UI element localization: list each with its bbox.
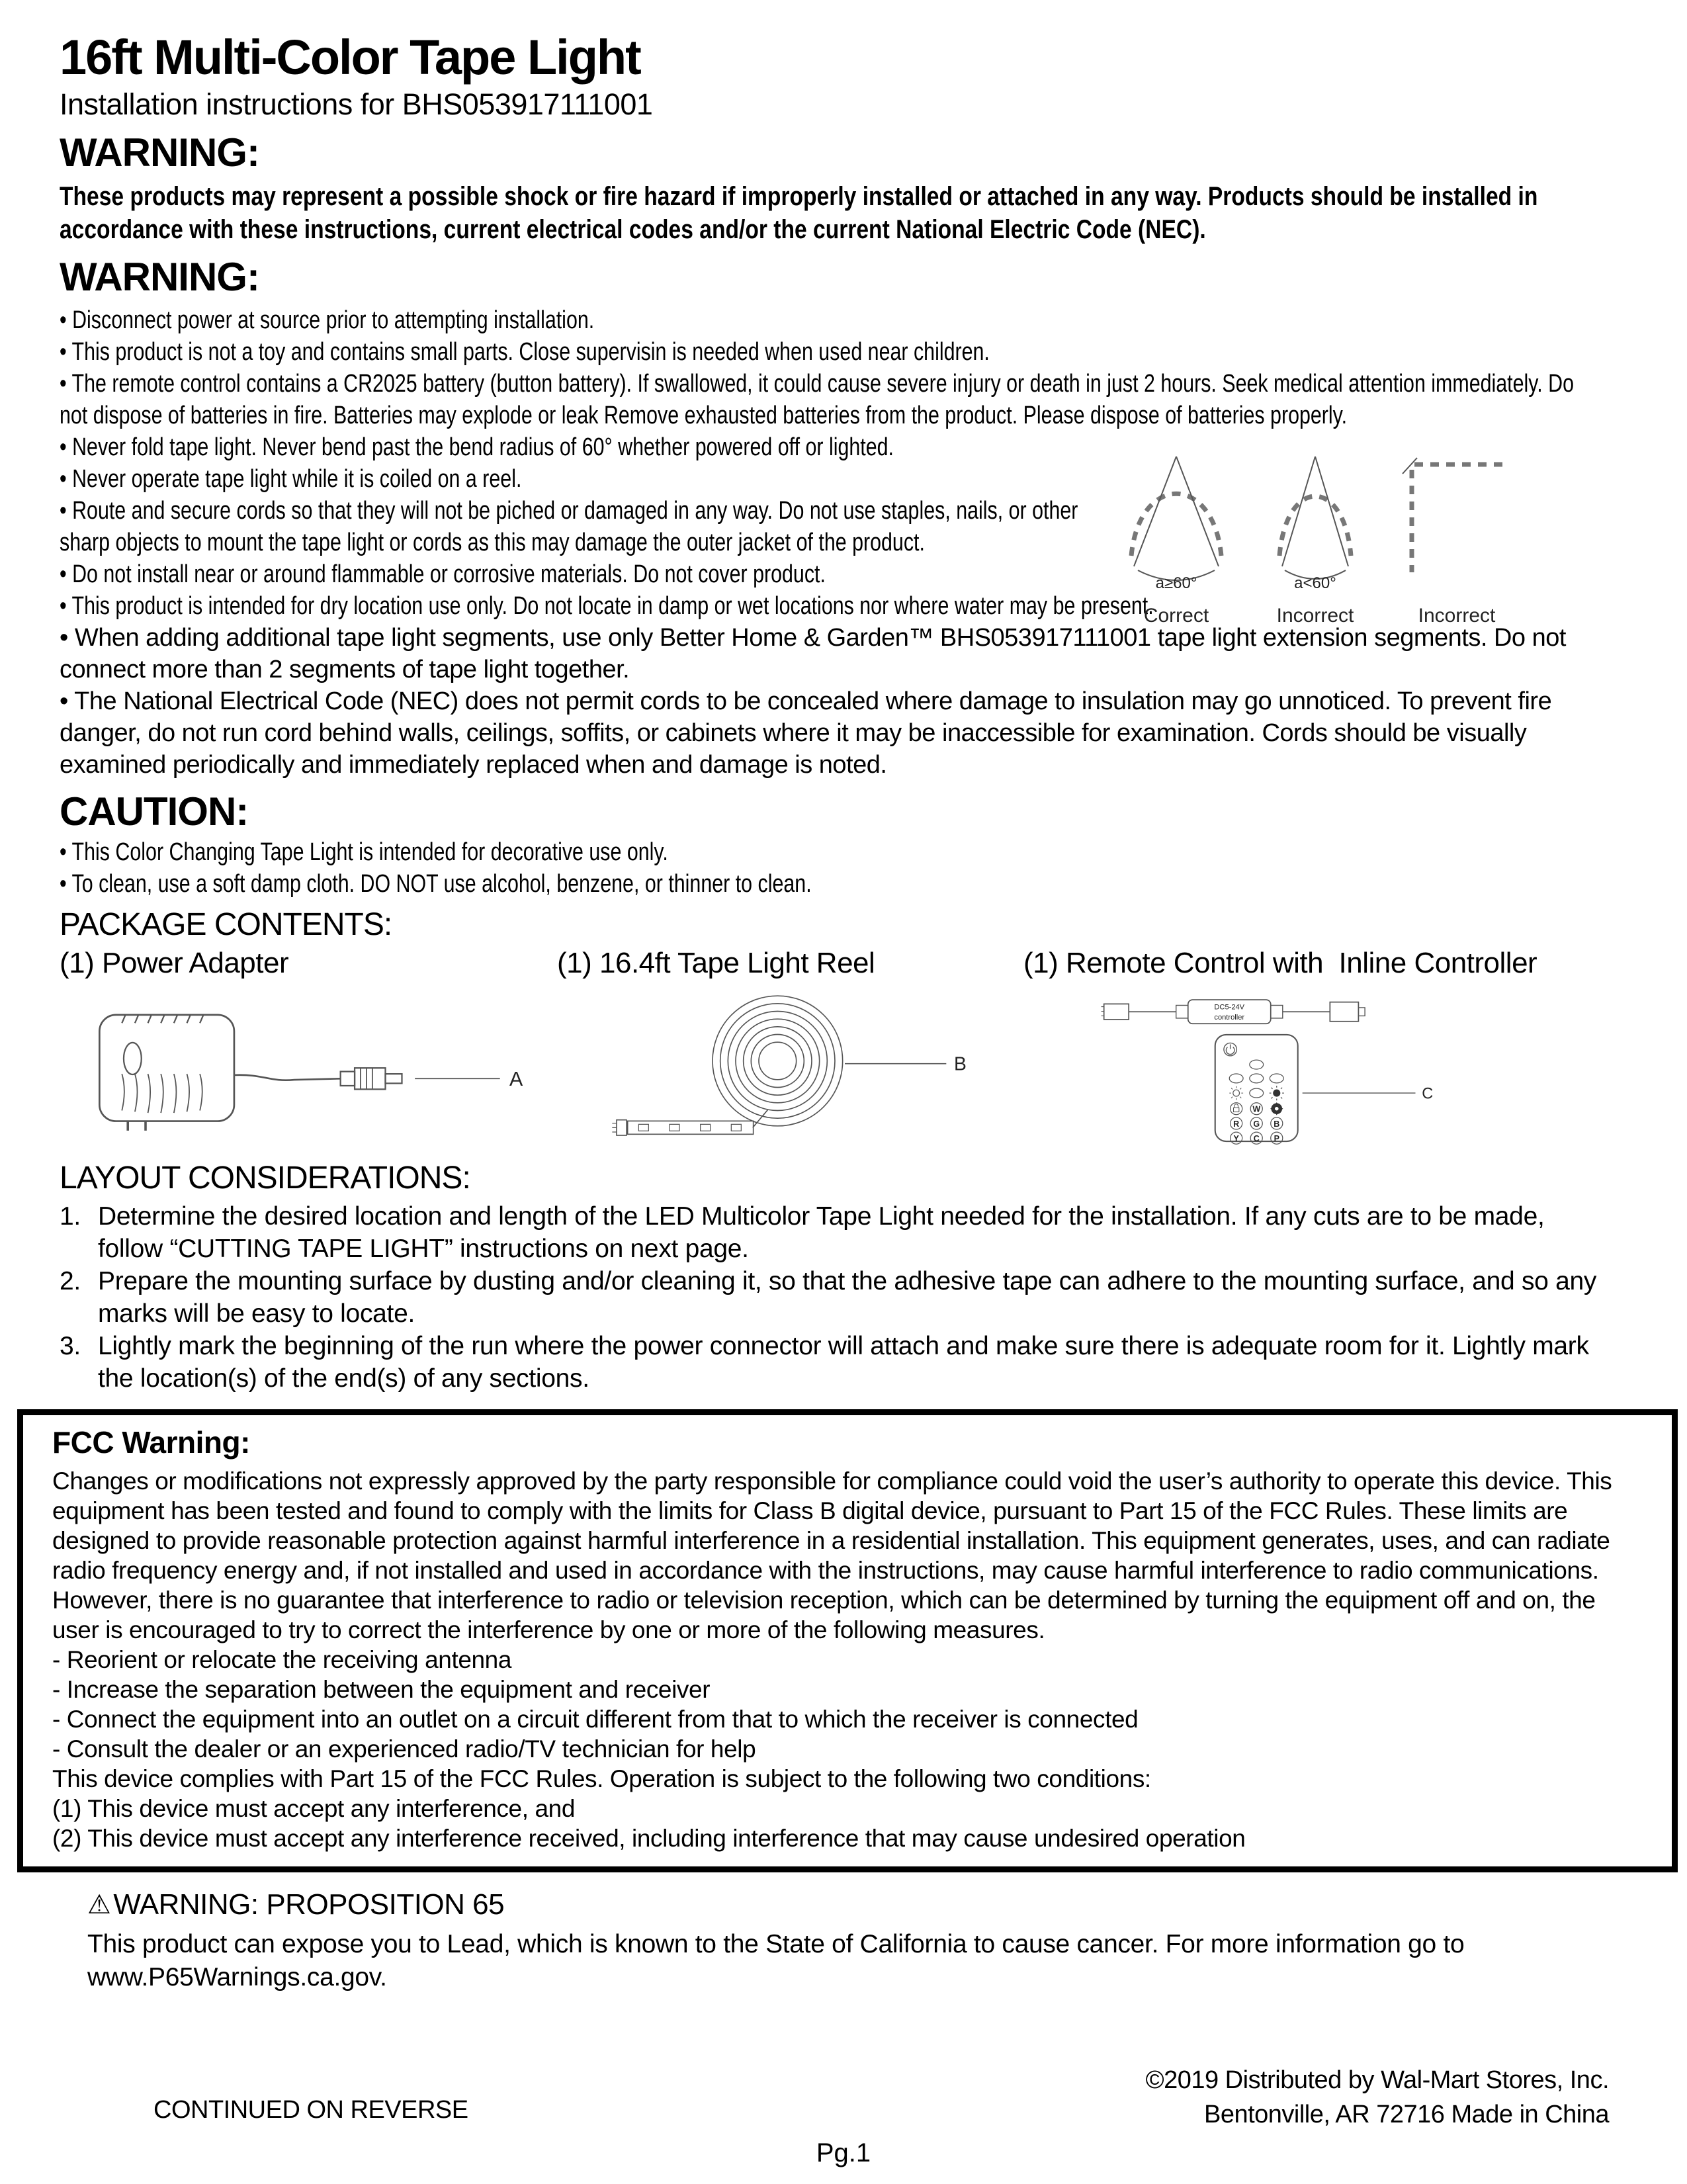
warning-triangle-icon: ⚠ [87, 1890, 111, 1920]
callout-letter-c: C [1422, 1085, 1434, 1103]
warning-2-list [60, 304, 1614, 781]
fcc-warning-box [17, 1409, 1678, 1872]
package-label: (1) Remote Control with Inline Controller [1023, 946, 1537, 979]
warning-bullet: • The National Electrical Code (NEC) does not permit cords to be concealed where damage to insulation may go unnoticed. To prevent fire danger, do not run cord behind walls, ceilings, soffits, or cabinets where it may be inaccessible for examination. Cords should be visually examined periodically and immediately replaced when and damage is noted. [60, 687, 1552, 779]
bend-incorrect-figure [1277, 457, 1354, 627]
fcc-compliance-statement: This device complies with Part 15 of the FCC Rules. Operation is subject to the following two conditions: [52, 1765, 1151, 1793]
yellow-button-label: Y [1233, 1133, 1239, 1143]
warning-bullet: • Never operate tape light while it is coiled on a reel. [60, 464, 522, 493]
bend-correct-caption: Correct [1143, 604, 1209, 627]
page-number: Pg.1 [816, 2138, 871, 2167]
layout-step [60, 1200, 1614, 1265]
blue-button [1271, 1117, 1283, 1129]
warning-bullet: • Disconnect power at source prior to attempting installation. [60, 306, 595, 334]
mode-left-button [1229, 1074, 1243, 1083]
remote-control [1215, 1035, 1298, 1144]
warning-bullet: • This product is not a toy and contains small parts. Close supervisin is needed when used near children. [60, 337, 990, 366]
layout-step-number: 2. [60, 1267, 81, 1296]
fcc-measure: - Reorient or relocate the receiving antenna [52, 1646, 512, 1674]
reel-coil [713, 996, 843, 1126]
fcc-condition: (1) This device must accept any interference, and [52, 1795, 576, 1823]
green-button [1250, 1117, 1262, 1129]
white-button-label: W [1252, 1104, 1261, 1114]
fcc-measure: - Connect the equipment into an outlet on a circuit different from that to which the receiver is connected [52, 1706, 1139, 1733]
fcc-warning-heading: FCC Warning: [52, 1425, 250, 1460]
bend-radius-diagram [1118, 437, 1515, 629]
brightness-down-icon [1229, 1086, 1243, 1100]
bend-angle-correct-label: a≥60° [1155, 574, 1197, 592]
color-wheel-button-icon [1270, 1102, 1283, 1115]
bend-diagram-figure [1118, 437, 1515, 629]
copyright-line-2: Bentonville, AR 72716 Made in China [1203, 2101, 1609, 2128]
power-adapter-cord [234, 1068, 402, 1089]
yellow-button [1231, 1132, 1242, 1144]
package-item-power-adapter [60, 947, 557, 1152]
red-button [1231, 1117, 1242, 1129]
caution-list [60, 836, 1614, 900]
white-button [1250, 1103, 1262, 1115]
remote-controller-illustration [1023, 986, 1614, 1152]
layout-step-number: 1. [60, 1202, 81, 1231]
warning-bullet: • When adding additional tape light segments, use only Better Home & Garden™ BHS053917111001 tape light extension segments. Do not connect more than 2 segments of tape light together. [60, 623, 1566, 683]
cyan-button [1250, 1132, 1262, 1144]
remote-callout [1303, 1085, 1434, 1102]
package-contents-heading: PACKAGE CONTENTS: [60, 906, 392, 942]
layout-step [60, 1330, 1614, 1395]
warning-bullet: • Do not install near or around flammable or corrosive materials. Do not cover product. [60, 560, 826, 588]
layout-step-text: Lightly mark the beginning of the run where the power connector will attach and make sure there is adequate room for it. Lightly mark the location(s) of the end(s) of any sections. [98, 1332, 1589, 1393]
fcc-measure: - Consult the dealer or an experienced radio/TV technician for help [52, 1735, 756, 1763]
callout-letter-a: A [509, 1068, 523, 1090]
warning-bullet: • This product is intended for dry location use only. Do not locate in damp or wet locations nor where water may be present. [60, 591, 1154, 620]
copyright-line-1: ©2019 Distributed by Wal-Mart Stores, Inc. [1145, 2066, 1609, 2094]
package-contents-row [60, 947, 1614, 1152]
layout-step-text: Prepare the mounting surface by dusting and/or cleaning it, so that the adhesive tape can adhere to the mounting surface, and so any marks will be easy to locate. [98, 1267, 1597, 1329]
green-button-label: G [1253, 1119, 1260, 1129]
lock-button-icon [1231, 1103, 1242, 1115]
remote-controller-drawing [1023, 986, 1526, 1152]
prop65-heading: WARNING: PROPOSITION 65 [113, 1888, 505, 1921]
package-label: (1) 16.4ft Tape Light Reel [557, 946, 875, 979]
layout-step [60, 1265, 1614, 1330]
red-button-label: R [1233, 1119, 1240, 1129]
cyan-button-label: C [1253, 1133, 1260, 1143]
bend-correct-figure [1131, 457, 1221, 627]
package-label: (1) Power Adapter [60, 946, 289, 979]
prop65-section [87, 1888, 1614, 1994]
reel-tail-strip [612, 1110, 767, 1135]
caution-heading: CAUTION: [60, 789, 249, 834]
warning-1-heading: WARNING: [60, 130, 259, 175]
bend-incorrect-caption: Incorrect [1276, 604, 1354, 627]
page-subtitle: Installation instructions for BHS053917111001 [60, 87, 653, 121]
inline-controller [1102, 1000, 1365, 1024]
warning-bullet: • The remote control contains a CR2025 battery (button battery). If swallowed, it could cause severe injury or death in just 2 hours. Seek medical attention immediately. Do not dispose of batteries in fire. Batteries may explode or leak Remove exhausted batteries from the product. Please dispose of batteries properly. [60, 369, 1574, 429]
speed-up-button [1250, 1060, 1264, 1069]
tape-reel-drawing [557, 986, 1020, 1152]
power-adapter-illustration [60, 986, 557, 1152]
blue-button-label: B [1274, 1119, 1280, 1129]
fcc-measure: - Increase the separation between the equipment and receiver [52, 1676, 711, 1704]
auto-button [1250, 1074, 1264, 1083]
warning-1-body: These products may represent a possible shock or fire hazard if improperly installed or attached in any way. Products should be installed in accordance with these instructions, current electrical codes and/or the current National Electric Code (NEC). [60, 181, 1538, 244]
purple-button [1271, 1132, 1283, 1144]
package-item-tape-reel [557, 947, 1023, 1152]
layout-considerations-list [60, 1200, 1614, 1395]
caution-bullet: • This Color Changing Tape Light is intended for decorative use only. [60, 838, 668, 866]
warning-bullet: • Never fold tape light. Never bend past the bend radius of 60° whether powered off or lighted. [60, 433, 894, 461]
power-button-icon [1224, 1043, 1236, 1055]
speed-down-button [1250, 1088, 1264, 1098]
warning-2-heading: WARNING: [60, 254, 259, 299]
fcc-condition: (2) This device must accept any interference received, including interference that may cause undesired operation [52, 1825, 1246, 1853]
page-title: 16ft Multi-Color Tape Light [60, 30, 640, 85]
power-adapter-drawing [60, 986, 562, 1152]
power-adapter-body [99, 1015, 234, 1131]
layout-step-number: 3. [60, 1332, 81, 1361]
controller-voltage-text: DC5-24V [1214, 1003, 1245, 1012]
power-adapter-callout [415, 1069, 523, 1090]
fold-incorrect-caption: Incorrect [1418, 604, 1496, 627]
callout-letter-b: B [954, 1053, 967, 1075]
prop65-body: This product can expose you to Lead, which is known to the State of California to cause cancer. For more information go to www.P65Warnings.ca.gov. [87, 1930, 1465, 1992]
mode-right-button [1270, 1074, 1283, 1083]
controller-label-text: controller [1214, 1013, 1245, 1022]
brightness-up-icon [1270, 1086, 1284, 1100]
continued-on-reverse-note: CONTINUED ON REVERSE [153, 2096, 468, 2124]
purple-button-label: P [1274, 1133, 1279, 1143]
fold-incorrect-figure [1403, 458, 1510, 627]
layout-step-text: Determine the desired location and length of the LED Multicolor Tape Light needed for the installation. If any cuts are to be made, follow “CUTTING TAPE LIGHT” instructions on next page. [98, 1202, 1545, 1264]
warning-bullet: • Route and secure cords so that they will not be piched or damaged in any way. Do not use staples, nails, or other sharp objects to mount the tape light or cords as this may damage the outer jacket of the product. [60, 496, 1078, 556]
layout-considerations-heading: LAYOUT CONSIDERATIONS: [60, 1160, 470, 1196]
bend-angle-incorrect-label: a<60° [1294, 574, 1336, 592]
copyright-block [1146, 2063, 1609, 2132]
prop65-heading-row [87, 1888, 1614, 1921]
fcc-warning-body: Changes or modifications not expressly approved by the party responsible for compliance could void the user’s authority to operate this device. This equipment has been tested and found to comply with the limits for Class B digital device, pursuant to Part 15 of the FCC Rules. These limits are designed to provide reasonable protection against harmful interference in a residential installation. This equipment generates, uses, and can radiate radio frequency energy and, if not installed and used in accordance with the instructions, may cause harmful interference to radio communications. However, there is no guarantee that interference to radio or television reception, which can be determined by turning the equipment off and on, the user is encouraged to try to correct the interference by one or more of the following measures. [52, 1467, 1612, 1644]
package-item-remote-controller [1023, 947, 1614, 1152]
tape-reel-callout [845, 1054, 967, 1075]
caution-bullet: • To clean, use a soft damp cloth. DO NOT use alcohol, benzene, or thinner to clean. [60, 869, 812, 898]
tape-reel-illustration [557, 986, 1023, 1152]
